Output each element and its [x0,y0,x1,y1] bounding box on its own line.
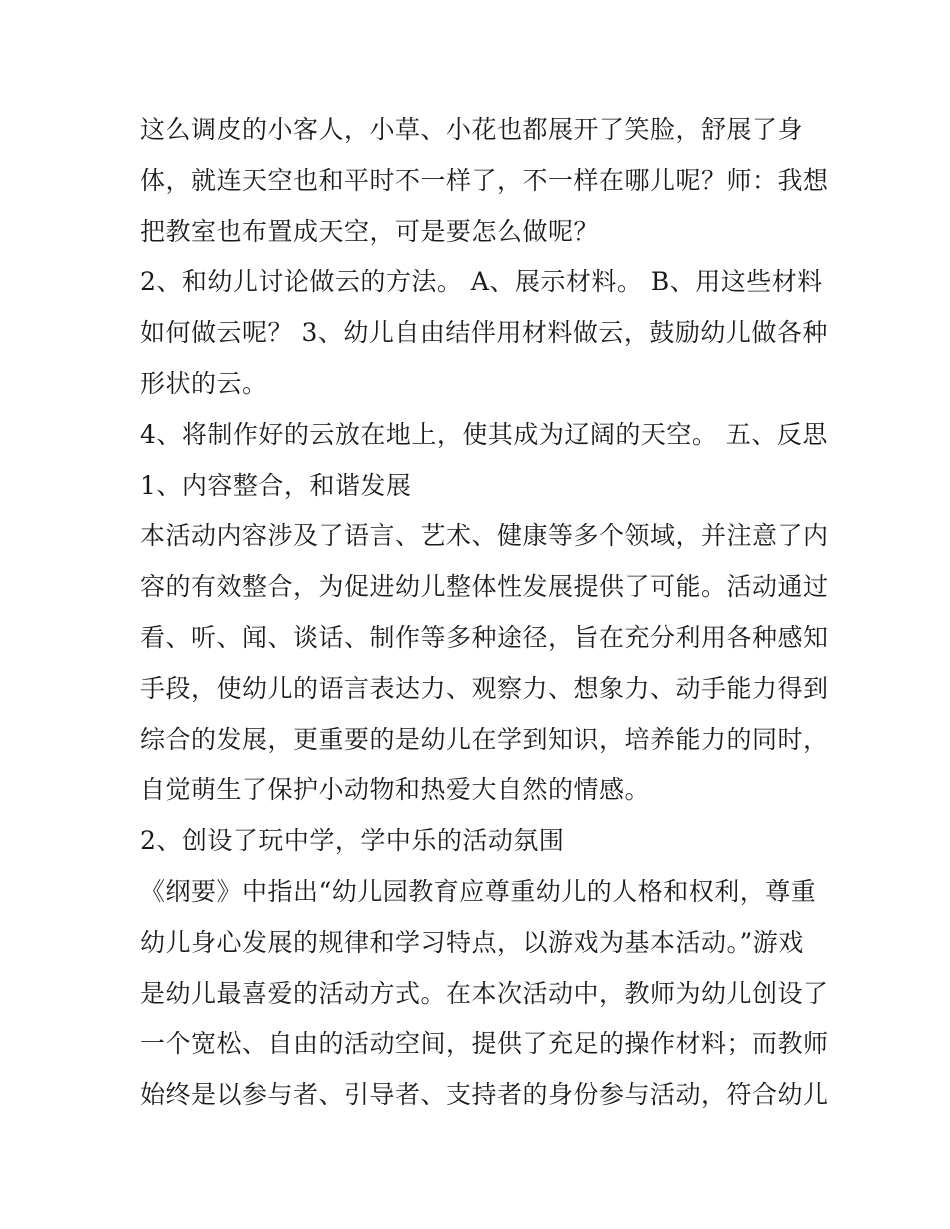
text-line: 看、听、闻、谈话、制作等多种途径，旨在充分利用各种感知 [140,622,829,652]
text-line: 始终是以参与者、引导者、支持者的身份参与活动，符合幼儿 [140,1080,829,1110]
section-heading: 1、内容整合，和谐发展 [140,470,412,500]
text-line: 是幼儿最喜爱的活动方式。在本次活动中，教师为幼儿创设了 [140,978,829,1008]
document-body [140,105,829,1121]
text-line: 手段，使幼儿的语言表达力、观察力、想象力、动手能力得到 [140,673,829,703]
text-line: 《纲要》中指出“幼儿园教育应尊重幼儿的人格和权利，尊重 [140,876,817,906]
text-line: 一个宽松、自由的活动空间，提供了充足的操作材料；而教师 [140,1029,829,1059]
text-line: 形状的云。 [140,368,268,398]
text-line: 这么调皮的小客人，小草、小花也都展开了笑脸，舒展了身 [140,115,804,144]
text-line: 如何做云呢？ 3、幼儿自由结伴用材料做云，鼓励幼儿做各种 [140,318,828,348]
text-line: 本活动内容涉及了语言、艺术、健康等多个领域，并注意了内 [140,521,829,551]
text-line: 幼儿身心发展的规律和学习特点，以游戏为基本活动。”游戏 [140,927,804,957]
text-line: 容的有效整合，为促进幼儿整体性发展提供了可能。活动通过 [140,572,829,602]
text-line: 把教室也布置成天空，可是要怎么做呢？ [140,216,600,246]
text-line: 综合的发展，更重要的是幼儿在学到知识，培养能力的同时， [140,724,829,754]
text-line: 自觉萌生了保护小动物和热爱大自然的情感。 [140,775,651,805]
text-line: 4、将制作好的云放在地上，使其成为辽阔的天空。 五、反思 [140,419,828,449]
text-line: 2、和幼儿讨论做云的方法。 A、展示材料。 B、用这些材料 [140,267,823,297]
section-heading: 2、创设了玩中学，学中乐的活动氛围 [140,826,565,856]
text-line: 体，就连天空也和平时不一样了，不一样在哪儿呢？师：我想 [140,165,829,195]
